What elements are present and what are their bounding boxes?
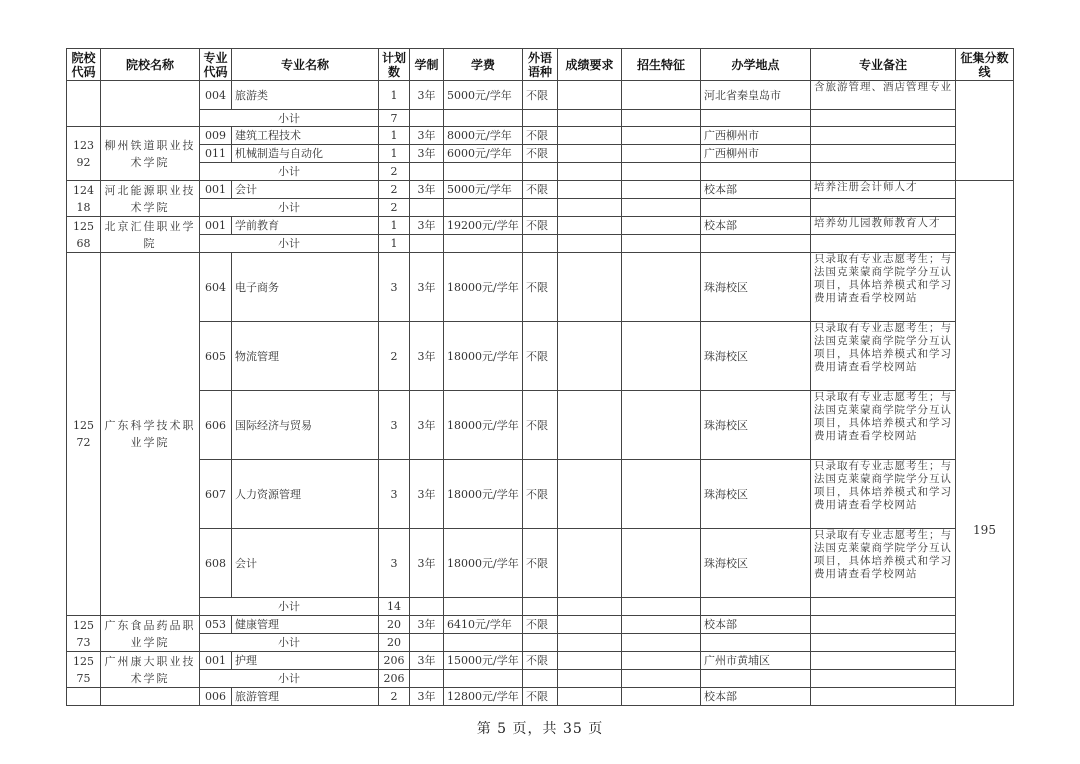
subtotal-row — [67, 199, 1014, 217]
admission-feature — [622, 652, 701, 670]
campus-location: 河北省秦皇岛市 — [701, 81, 811, 110]
empty-cell — [410, 670, 444, 688]
empty-cell — [622, 199, 701, 217]
duration: 3年 — [410, 145, 444, 163]
empty-cell — [622, 163, 701, 181]
school-code: 12573 — [67, 616, 101, 652]
major-name: 人力资源管理 — [232, 460, 379, 529]
major-code: 604 — [200, 253, 232, 322]
subtotal-label: 小计 — [200, 634, 379, 652]
empty-cell — [444, 670, 523, 688]
major-code: 607 — [200, 460, 232, 529]
empty-cell — [558, 235, 622, 253]
campus-location: 珠海校区 — [701, 322, 811, 391]
score-requirement — [558, 688, 622, 706]
table-row — [67, 391, 1014, 460]
tuition: 18000元/学年 — [444, 529, 523, 598]
header-tuition: 学费 — [444, 49, 523, 81]
header-major-note: 专业备注 — [811, 49, 956, 81]
header-school-name: 院校名称 — [101, 49, 200, 81]
campus-location: 校本部 — [701, 217, 811, 235]
score-requirement — [558, 322, 622, 391]
empty-cell — [811, 634, 956, 652]
admission-feature — [622, 322, 701, 391]
empty-cell — [410, 235, 444, 253]
header-duration: 学制 — [410, 49, 444, 81]
admission-table-container — [66, 48, 1014, 712]
major-name: 会计 — [232, 181, 379, 199]
score-requirement — [558, 529, 622, 598]
table-row — [67, 688, 1014, 706]
subtotal-row — [67, 163, 1014, 181]
campus-location: 珠海校区 — [701, 253, 811, 322]
table-row — [67, 217, 1014, 235]
major-name: 国际经济与贸易 — [232, 391, 379, 460]
score-requirement — [558, 127, 622, 145]
plan-count: 1 — [379, 81, 410, 110]
major-note: 只录取有专业志愿考生；与法国克莱蒙商学院学分互认项目，具体培养模式和学习费用请查看学校网站 — [811, 322, 956, 391]
score-requirement — [558, 217, 622, 235]
campus-location: 校本部 — [701, 688, 811, 706]
subtotal-value: 14 — [379, 598, 410, 616]
campus-location: 校本部 — [701, 616, 811, 634]
major-name: 建筑工程技术 — [232, 127, 379, 145]
major-note: 只录取有专业志愿考生；与法国克莱蒙商学院学分互认项目，具体培养模式和学习费用请查看学校网站 — [811, 460, 956, 529]
school-name: 河北能源职业技术学院 — [101, 181, 200, 217]
empty-cell — [523, 235, 558, 253]
score-requirement — [558, 460, 622, 529]
language: 不限 — [523, 181, 558, 199]
school-name: 柳州铁道职业技术学院 — [101, 127, 200, 181]
table-row — [67, 460, 1014, 529]
empty-cell — [622, 235, 701, 253]
language: 不限 — [523, 322, 558, 391]
header-campus-location: 办学地点 — [701, 49, 811, 81]
score-line-cell: 195 — [956, 181, 1014, 706]
major-note: 只录取有专业志愿考生；与法国克莱蒙商学院学分互认项目，具体培养模式和学习费用请查看学校网站 — [811, 529, 956, 598]
empty-cell — [558, 634, 622, 652]
tuition: 8000元/学年 — [444, 127, 523, 145]
empty-cell — [523, 199, 558, 217]
empty-cell — [444, 199, 523, 217]
table-row — [67, 145, 1014, 163]
major-code: 606 — [200, 391, 232, 460]
admission-feature — [622, 81, 701, 110]
empty-cell — [523, 634, 558, 652]
duration: 3年 — [410, 688, 444, 706]
language: 不限 — [523, 616, 558, 634]
subtotal-row — [67, 110, 1014, 127]
subtotal-value: 206 — [379, 670, 410, 688]
subtotal-label: 小计 — [200, 163, 379, 181]
duration: 3年 — [410, 322, 444, 391]
empty-cell — [811, 199, 956, 217]
tuition: 18000元/学年 — [444, 253, 523, 322]
plan-count: 3 — [379, 391, 410, 460]
major-note: 只录取有专业志愿考生；与法国克莱蒙商学院学分互认项目，具体培养模式和学习费用请查看学校网站 — [811, 253, 956, 322]
header-major-code: 专业代码 — [200, 49, 232, 81]
header-plan-count: 计划数 — [379, 49, 410, 81]
subtotal-label: 小计 — [200, 110, 379, 127]
admission-feature — [622, 217, 701, 235]
table-row — [67, 322, 1014, 391]
language: 不限 — [523, 529, 558, 598]
major-code: 009 — [200, 127, 232, 145]
major-name: 会计 — [232, 529, 379, 598]
campus-location: 广西柳州市 — [701, 145, 811, 163]
score-requirement — [558, 616, 622, 634]
school-name: 广东食品药品职业学院 — [101, 616, 200, 652]
empty-cell — [811, 163, 956, 181]
subtotal-value: 1 — [379, 235, 410, 253]
major-note — [811, 652, 956, 670]
table-row — [67, 81, 1014, 110]
empty-cell — [701, 110, 811, 127]
empty-cell — [523, 598, 558, 616]
empty-cell — [701, 598, 811, 616]
empty-cell — [701, 634, 811, 652]
duration: 3年 — [410, 391, 444, 460]
major-note — [811, 127, 956, 145]
admission-feature — [622, 181, 701, 199]
empty-cell — [410, 199, 444, 217]
school-code: 12392 — [67, 127, 101, 181]
table-row — [67, 253, 1014, 322]
header-major-name: 专业名称 — [232, 49, 379, 81]
subtotal-row — [67, 634, 1014, 652]
major-name: 机械制造与自动化 — [232, 145, 379, 163]
score-requirement — [558, 181, 622, 199]
major-code: 053 — [200, 616, 232, 634]
admission-feature — [622, 253, 701, 322]
major-code: 001 — [200, 217, 232, 235]
header-score-requirement: 成绩要求 — [558, 49, 622, 81]
header-school-code: 院校代码 — [67, 49, 101, 81]
admission-feature — [622, 688, 701, 706]
major-name: 旅游类 — [232, 81, 379, 110]
empty-cell — [622, 598, 701, 616]
subtotal-value: 2 — [379, 163, 410, 181]
page-footer: 第 5 页，共 35 页 — [476, 721, 604, 737]
empty-cell — [811, 670, 956, 688]
major-name: 物流管理 — [232, 322, 379, 391]
empty-cell — [701, 235, 811, 253]
major-code: 001 — [200, 652, 232, 670]
empty-cell — [410, 163, 444, 181]
empty-cell — [558, 110, 622, 127]
duration: 3年 — [410, 253, 444, 322]
subtotal-row — [67, 235, 1014, 253]
school-code: 12568 — [67, 217, 101, 253]
tuition: 12800元/学年 — [444, 688, 523, 706]
subtotal-value: 2 — [379, 199, 410, 217]
tuition: 18000元/学年 — [444, 391, 523, 460]
empty-cell — [622, 634, 701, 652]
school-code: 12418 — [67, 181, 101, 217]
empty-cell — [811, 598, 956, 616]
campus-location: 珠海校区 — [701, 460, 811, 529]
major-note — [811, 616, 956, 634]
admission-table — [66, 48, 1014, 706]
empty-cell — [558, 670, 622, 688]
major-note — [811, 145, 956, 163]
duration: 3年 — [410, 217, 444, 235]
empty-cell — [811, 235, 956, 253]
score-requirement — [558, 81, 622, 110]
school-name — [101, 81, 200, 127]
school-name: 广东科学技术职业学院 — [101, 253, 200, 616]
subtotal-row — [67, 670, 1014, 688]
empty-cell — [558, 163, 622, 181]
empty-cell — [622, 110, 701, 127]
duration: 3年 — [410, 127, 444, 145]
tuition: 6000元/学年 — [444, 145, 523, 163]
plan-count: 2 — [379, 181, 410, 199]
table-row — [67, 127, 1014, 145]
major-note — [811, 688, 956, 706]
plan-count: 206 — [379, 652, 410, 670]
subtotal-label: 小计 — [200, 235, 379, 253]
subtotal-value: 20 — [379, 634, 410, 652]
subtotal-row — [67, 598, 1014, 616]
duration: 3年 — [410, 460, 444, 529]
subtotal-label: 小计 — [200, 670, 379, 688]
duration: 3年 — [410, 652, 444, 670]
campus-location: 广州市黄埔区 — [701, 652, 811, 670]
tuition: 18000元/学年 — [444, 322, 523, 391]
header-score-line: 征集分数线 — [956, 49, 1014, 81]
plan-count: 3 — [379, 253, 410, 322]
major-name: 护理 — [232, 652, 379, 670]
empty-cell — [444, 598, 523, 616]
empty-cell — [410, 598, 444, 616]
school-code: 12575 — [67, 652, 101, 688]
major-name: 学前教育 — [232, 217, 379, 235]
tuition: 18000元/学年 — [444, 460, 523, 529]
language: 不限 — [523, 460, 558, 529]
major-code: 004 — [200, 81, 232, 110]
school-code — [67, 688, 101, 706]
header-admission-feature: 招生特征 — [622, 49, 701, 81]
admission-feature — [622, 145, 701, 163]
empty-cell — [622, 670, 701, 688]
duration: 3年 — [410, 181, 444, 199]
subtotal-value: 7 — [379, 110, 410, 127]
admission-feature — [622, 127, 701, 145]
language: 不限 — [523, 391, 558, 460]
admission-feature — [622, 529, 701, 598]
major-name: 电子商务 — [232, 253, 379, 322]
empty-cell — [811, 110, 956, 127]
plan-count: 1 — [379, 217, 410, 235]
empty-cell — [523, 163, 558, 181]
tuition: 19200元/学年 — [444, 217, 523, 235]
table-header-row — [67, 49, 1014, 81]
admission-feature — [622, 616, 701, 634]
empty-cell — [444, 163, 523, 181]
admission-feature — [622, 391, 701, 460]
table-row — [67, 616, 1014, 634]
empty-cell — [410, 110, 444, 127]
score-requirement — [558, 145, 622, 163]
tuition: 5000元/学年 — [444, 81, 523, 110]
campus-location: 校本部 — [701, 181, 811, 199]
plan-count: 2 — [379, 322, 410, 391]
score-line-cell — [956, 81, 1014, 181]
major-code: 608 — [200, 529, 232, 598]
plan-count: 20 — [379, 616, 410, 634]
language: 不限 — [523, 253, 558, 322]
subtotal-label: 小计 — [200, 598, 379, 616]
plan-count: 3 — [379, 460, 410, 529]
school-name — [101, 688, 200, 706]
duration: 3年 — [410, 81, 444, 110]
major-note: 培养幼儿园教师教育人才 — [811, 217, 956, 235]
plan-count: 2 — [379, 688, 410, 706]
score-requirement — [558, 391, 622, 460]
major-note: 培养注册会计师人才 — [811, 181, 956, 199]
score-requirement — [558, 253, 622, 322]
tuition: 6410元/学年 — [444, 616, 523, 634]
campus-location: 广西柳州市 — [701, 127, 811, 145]
language: 不限 — [523, 81, 558, 110]
table-row — [67, 652, 1014, 670]
major-note: 只录取有专业志愿考生；与法国克莱蒙商学院学分互认项目，具体培养模式和学习费用请查看学校网站 — [811, 391, 956, 460]
tuition: 15000元/学年 — [444, 652, 523, 670]
school-name: 广州康大职业技术学院 — [101, 652, 200, 688]
plan-count: 1 — [379, 145, 410, 163]
tuition: 5000元/学年 — [444, 181, 523, 199]
major-code: 605 — [200, 322, 232, 391]
empty-cell — [701, 670, 811, 688]
subtotal-label: 小计 — [200, 199, 379, 217]
language: 不限 — [523, 688, 558, 706]
empty-cell — [444, 634, 523, 652]
major-code: 006 — [200, 688, 232, 706]
duration: 3年 — [410, 529, 444, 598]
campus-location: 珠海校区 — [701, 529, 811, 598]
plan-count: 1 — [379, 127, 410, 145]
major-code: 011 — [200, 145, 232, 163]
language: 不限 — [523, 652, 558, 670]
table-row — [67, 181, 1014, 199]
empty-cell — [444, 110, 523, 127]
school-code — [67, 81, 101, 127]
major-note: 含旅游管理、酒店管理专业 — [811, 81, 956, 110]
language: 不限 — [523, 217, 558, 235]
admission-feature — [622, 460, 701, 529]
empty-cell — [523, 670, 558, 688]
school-code: 12572 — [67, 253, 101, 616]
plan-count: 3 — [379, 529, 410, 598]
score-requirement — [558, 652, 622, 670]
major-name: 旅游管理 — [232, 688, 379, 706]
header-language: 外语语种 — [523, 49, 558, 81]
duration: 3年 — [410, 616, 444, 634]
empty-cell — [444, 235, 523, 253]
empty-cell — [523, 110, 558, 127]
language: 不限 — [523, 127, 558, 145]
major-code: 001 — [200, 181, 232, 199]
empty-cell — [558, 199, 622, 217]
campus-location: 珠海校区 — [701, 391, 811, 460]
table-row — [67, 529, 1014, 598]
empty-cell — [701, 199, 811, 217]
empty-cell — [410, 634, 444, 652]
empty-cell — [701, 163, 811, 181]
school-name: 北京汇佳职业学院 — [101, 217, 200, 253]
empty-cell — [558, 598, 622, 616]
major-name: 健康管理 — [232, 616, 379, 634]
language: 不限 — [523, 145, 558, 163]
